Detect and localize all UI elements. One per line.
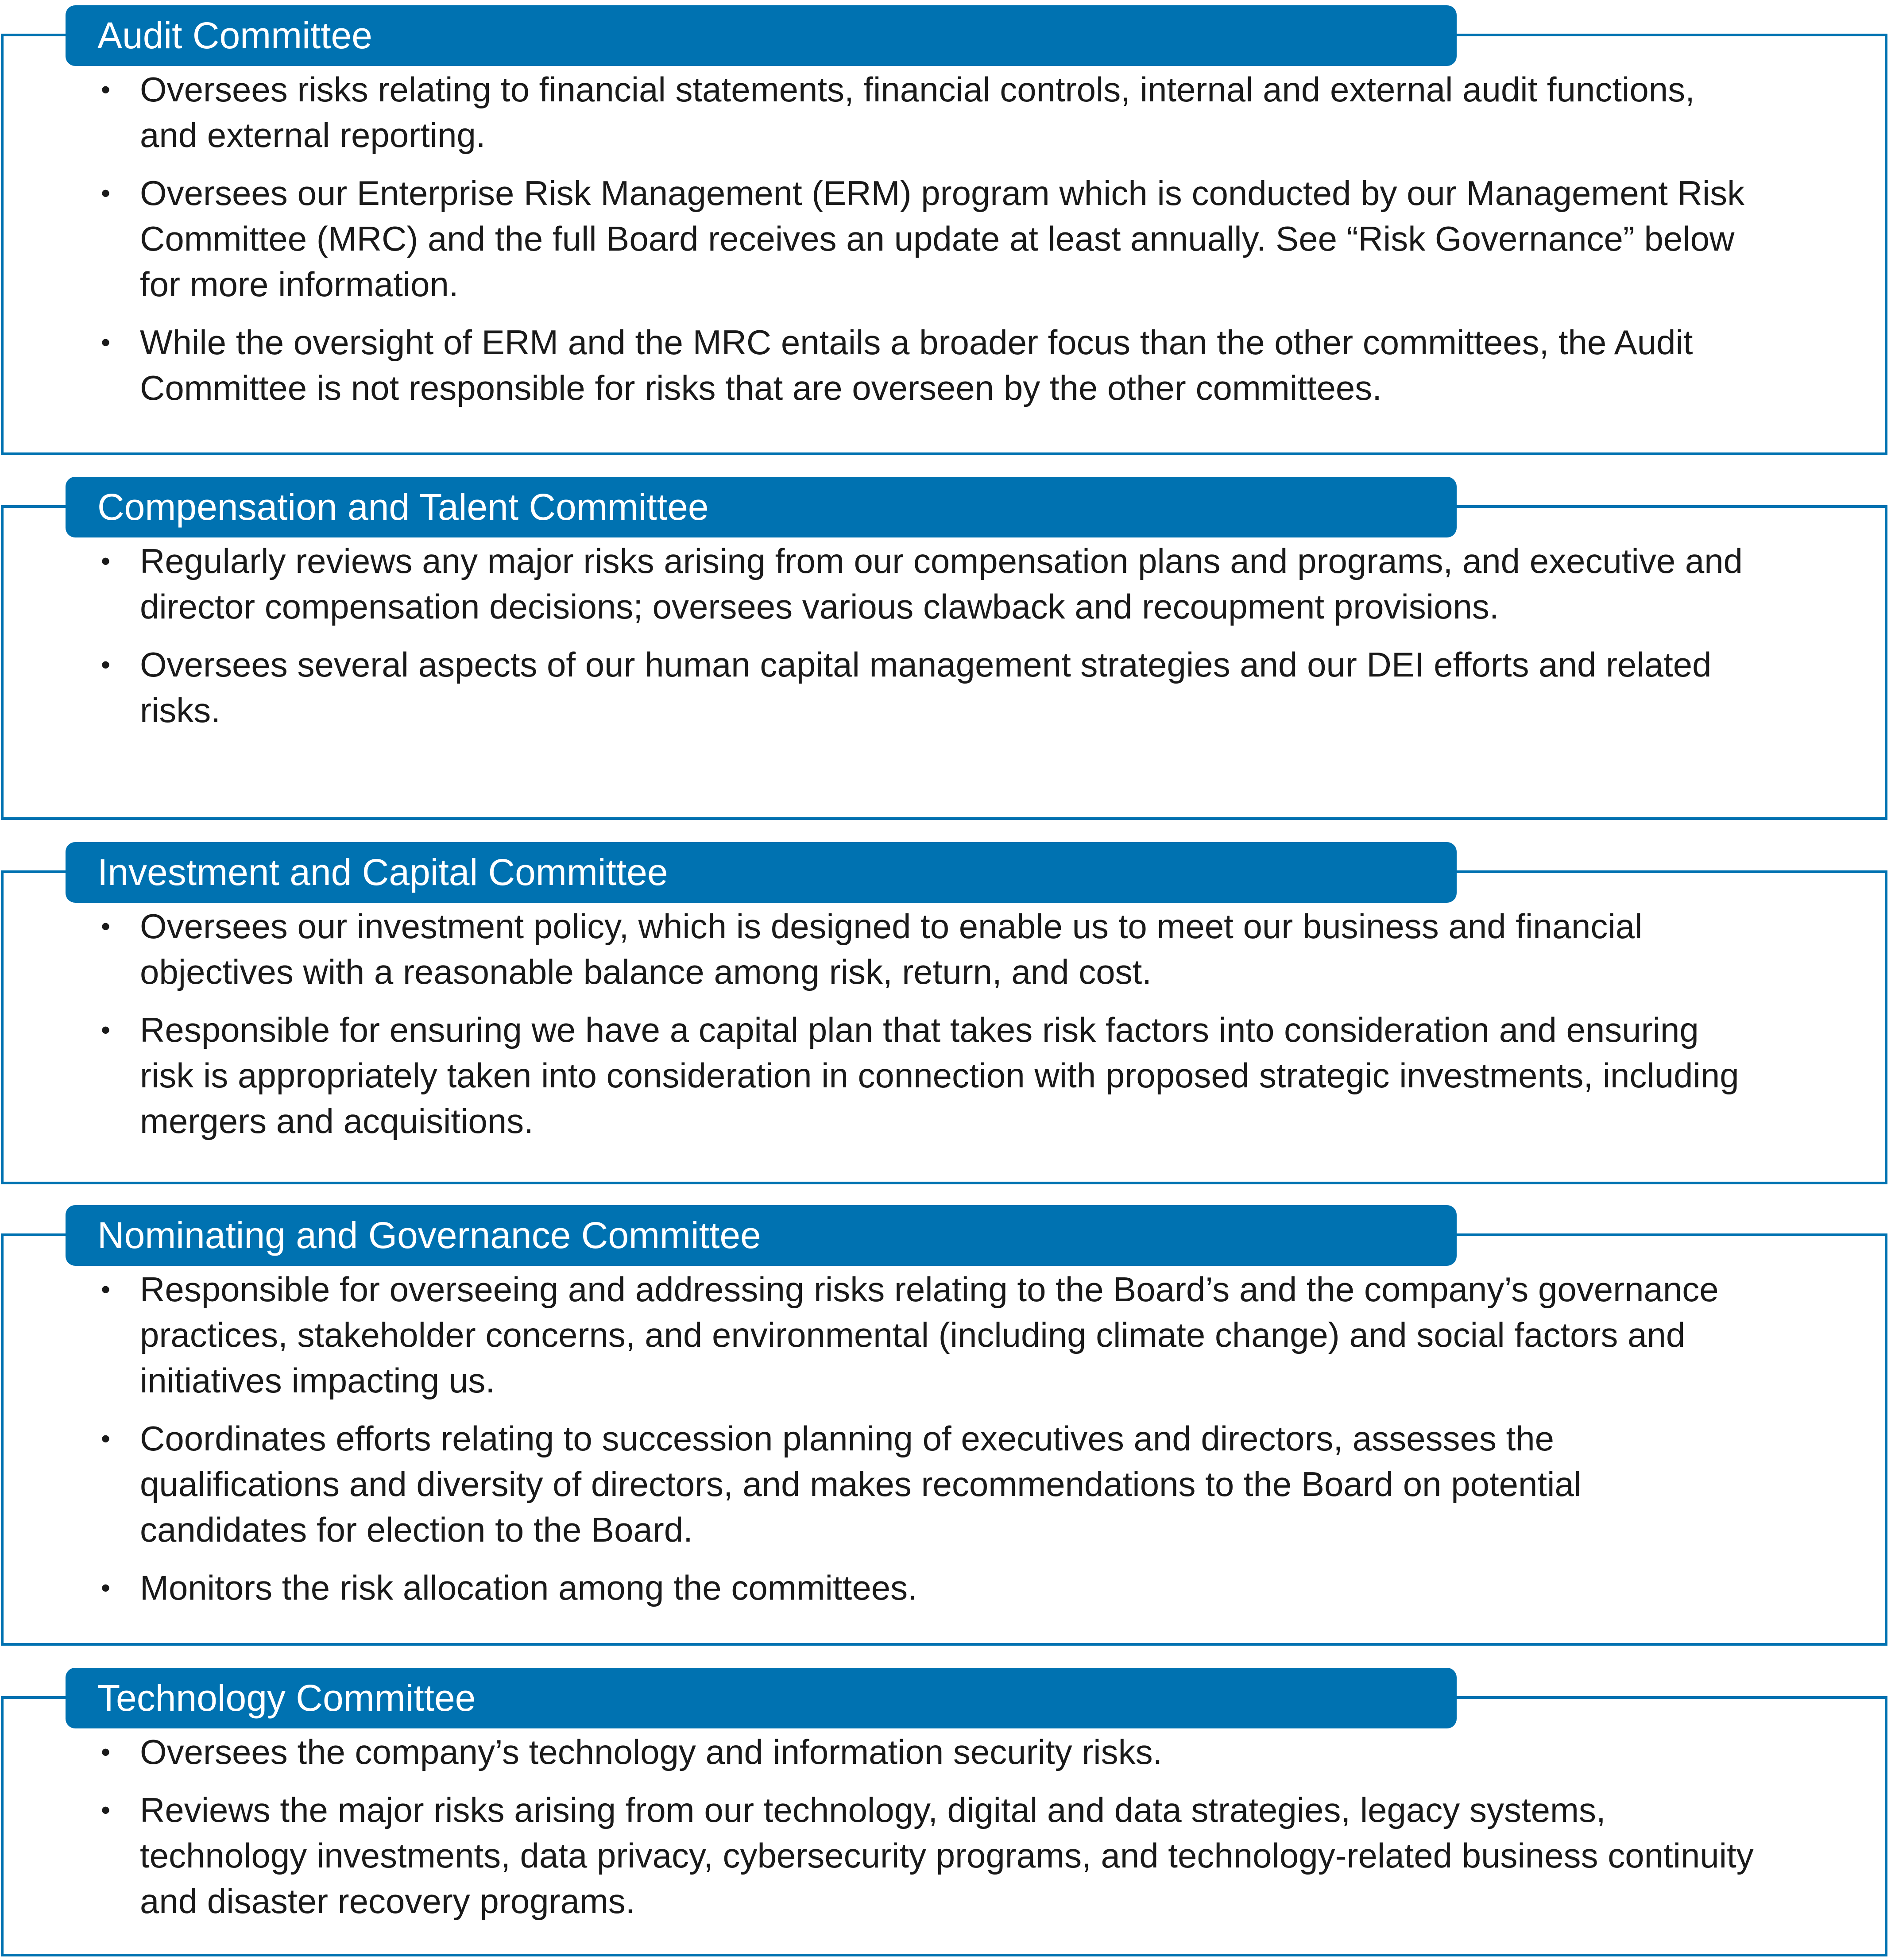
bullet-dot: • [101,912,111,941]
bullet-dot: • [101,1275,111,1304]
bullet-list [0,1729,1815,1937]
committee-nominating-governance [0,1205,1891,1646]
list-item: • While the oversight of ERM and the MRC entails a broader focus than the other committees, the Audit Committee is not responsible for risks that are overseen by the other committees. [0,320,1815,411]
list-item: • Oversees our investment policy, which is designed to enable us to meet our business and financial objectives with a reasonable balance among risk, return, and cost. [0,904,1815,995]
bullet-list [0,1267,1815,1623]
bullet-dot: • [101,75,111,104]
list-item: • Responsible for ensuring we have a capital plan that takes risk factors into consideration and ensuring risk is appropriately taken into consideration in connection with proposed strategic investments, including mergers and acquisitions. [0,1007,1815,1144]
list-item: • Oversees the company’s technology and information security risks. [0,1729,1815,1775]
bullet-list [0,538,1815,746]
list-item: • Regularly reviews any major risks arising from our compensation plans and programs, and executive and director compensation decisions; oversees various clawback and recoupment provisions. [0,538,1815,630]
bullet-dot: • [101,328,111,357]
bullet-list [0,904,1815,1156]
list-item: • Reviews the major risks arising from our technology, digital and data strategies, legacy systems, technology investments, data privacy, cybersecurity programs, and technology-related business continuity and disaster recovery programs. [0,1787,1815,1924]
list-item: • Oversees several aspects of our human capital management strategies and our DEI efforts and related risks. [0,642,1815,733]
bullet-dot: • [101,650,111,680]
list-item: • Monitors the risk allocation among the committees. [0,1565,1815,1611]
bullet-dot: • [101,546,111,576]
committee-compensation-talent [0,477,1891,820]
list-item: • Responsible for overseeing and addressing risks relating to the Board’s and the company’s governance practices, stakeholder concerns, and environmental (including climate change) and social factors and initiatives impacting us. [0,1267,1815,1403]
list-item: • Oversees risks relating to financial statements, financial controls, internal and external audit functions, and external reporting. [0,67,1815,158]
committee-audit [0,5,1891,455]
bullet-dot: • [101,1573,111,1603]
bullet-dot: • [101,1424,111,1454]
bullet-dot: • [101,1737,111,1767]
bullet-dot: • [101,178,111,208]
committee-investment-capital [0,842,1891,1184]
committee-title: Audit Committee [66,5,1457,66]
committee-title: Compensation and Talent Committee [66,477,1457,537]
bullet-dot: • [101,1795,111,1825]
list-item: • Oversees our Enterprise Risk Management (ERM) program which is conducted by our Management Risk Committee (MRC) and the full Board receives an update at least annually. See “Risk Governance” below for more information. [0,170,1815,307]
committee-title: Investment and Capital Committee [66,842,1457,903]
committee-title: Nominating and Governance Committee [66,1205,1457,1266]
bullet-dot: • [101,1015,111,1045]
bullet-list [0,67,1815,423]
committee-technology [0,1668,1891,1956]
list-item: • Coordinates efforts relating to succession planning of executives and directors, assesses the qualifications and diversity of directors, and makes recommendations to the Board on potential candidates for election to the Board. [0,1416,1815,1553]
committee-title: Technology Committee [66,1668,1457,1728]
